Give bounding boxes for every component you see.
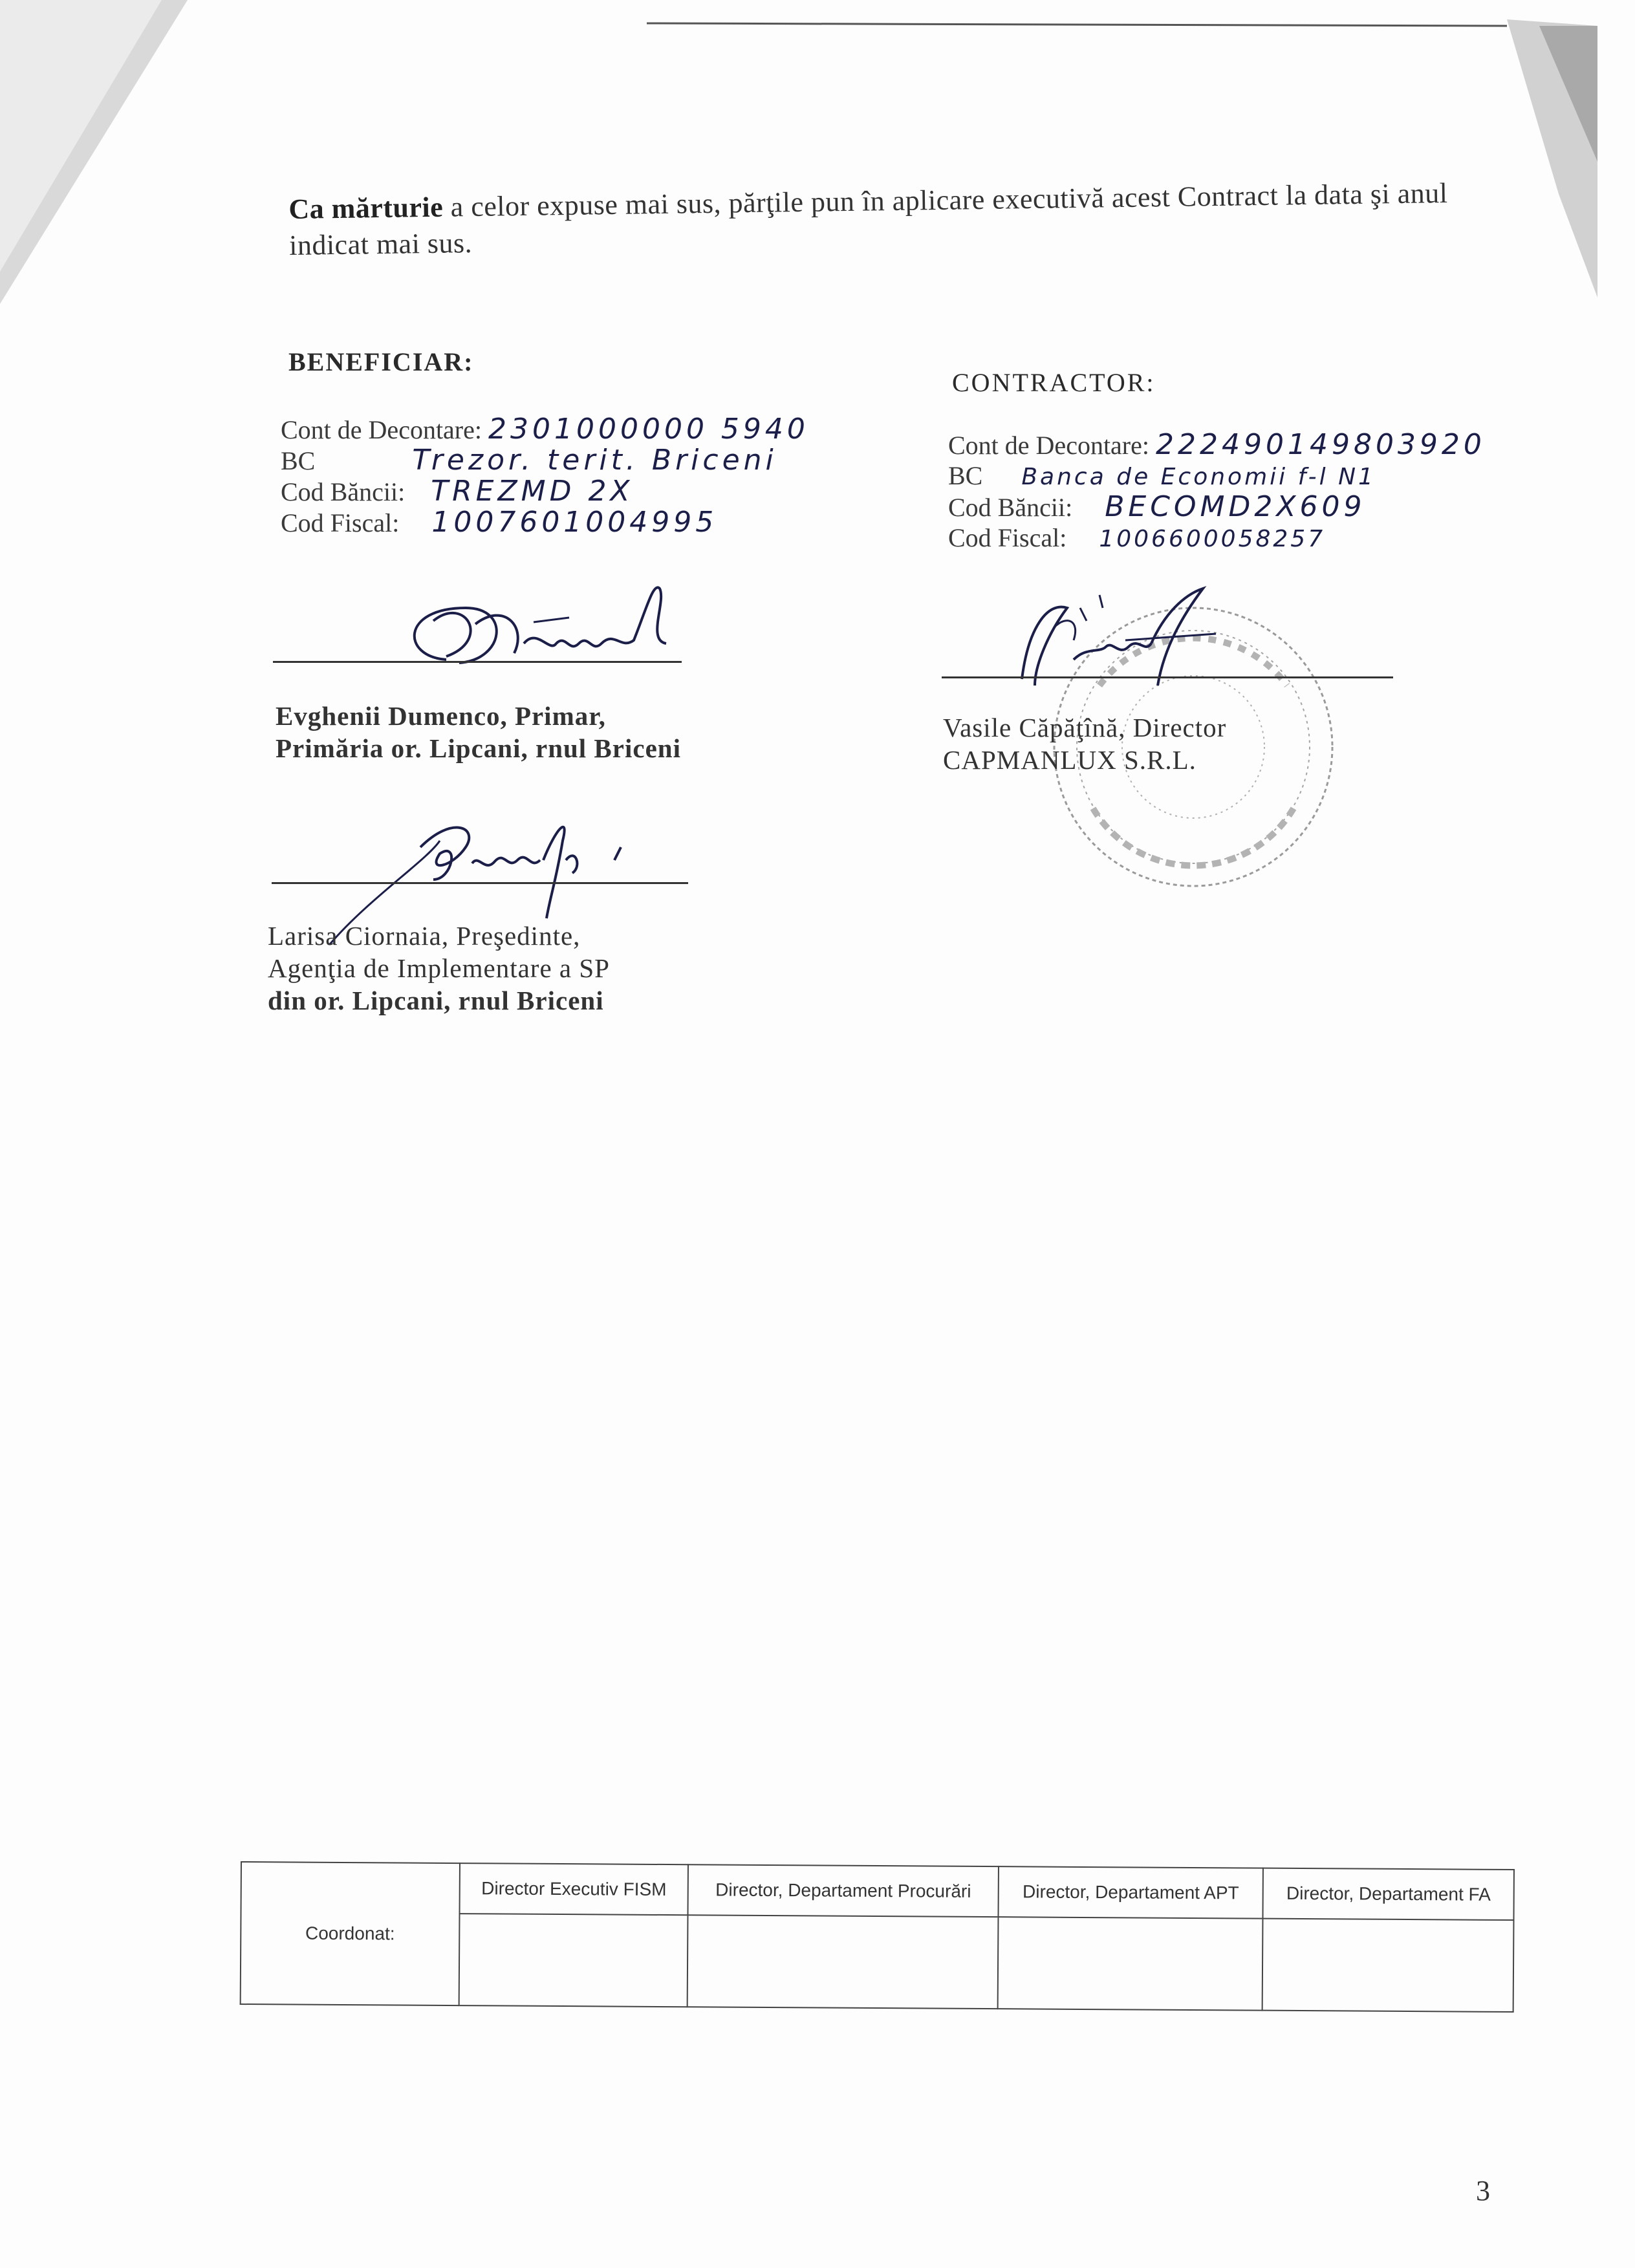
signatory-ciornaia-name: Larisa Ciornaia, Preşedinte, [268, 921, 581, 951]
beneficiar-bank-row [281, 445, 809, 476]
signatory-dumenco [276, 700, 681, 764]
approval-table [240, 1861, 1515, 2013]
contractor-details [948, 429, 1486, 554]
bank-value: Trezor. terit. Briceni [412, 444, 777, 477]
approval-column-header: Director, Departament FA [1263, 1868, 1514, 1920]
approval-column-header: Director, Departament Procurări [688, 1864, 999, 1917]
approval-column-header: Director, Departament APT [999, 1866, 1264, 1918]
approval-signature-cell [688, 1915, 999, 2009]
bank-value: Banca de Economii f-l N1 [1021, 464, 1376, 490]
beneficiar-details [281, 414, 809, 538]
contractor-fiscal-row [948, 523, 1486, 554]
signatory-dumenco-org: Primăria or. Lipcani, rnul Briceni [276, 733, 681, 763]
bank-code-label: Cod Băncii: [281, 477, 406, 506]
approval-row-label: Coordonat: [241, 1862, 460, 2005]
fiscal-code-label: Cod Fiscal: [281, 508, 400, 537]
beneficiar-title: BENEFICIAR: [288, 347, 474, 376]
contractor-account-row [948, 429, 1486, 460]
contractor-bank-row [948, 460, 1486, 491]
bank-label: BC [281, 446, 316, 475]
approval-signature-cell [1262, 1919, 1514, 2012]
signature-line-contractor [942, 676, 1393, 678]
fiscal-code-label: Cod Fiscal: [948, 523, 1067, 552]
fiscal-code-value: 1006600058257 [1099, 526, 1326, 552]
contractor-bank-code-row [948, 491, 1486, 523]
closing-statement-text: a celor expuse mai sus, părţile pun în aplicare executivă acest Contract la data şi anul indicat mai sus. [288, 177, 1448, 261]
beneficiar-account-row [281, 414, 809, 445]
account-value: 222490149803920 [1156, 428, 1486, 461]
approval-signature-cell [459, 1914, 688, 2007]
approval-column-header: Director Executiv FISM [460, 1863, 689, 1915]
signatory-ciornaia-location: din or. Lipcani, rnul Briceni [268, 986, 604, 1015]
fiscal-code-value: 1007601004995 [431, 506, 718, 539]
bank-code-value: TREZMD 2X [431, 475, 634, 508]
signature-line-beneficiar-1 [273, 661, 682, 663]
account-label: Cont de Decontare: [281, 415, 482, 444]
signature-dumenco [362, 582, 698, 679]
contractor-title: CONTRACTOR: [952, 368, 1156, 397]
beneficiar-fiscal-row [281, 507, 809, 538]
approval-signature-cell [998, 1917, 1263, 2010]
account-label: Cont de Decontare: [948, 431, 1149, 460]
bank-code-label: Cod Băncii: [948, 493, 1073, 522]
closing-statement [288, 174, 1518, 264]
signatory-capatina-name: Vasile Căpăţînă, Director [943, 713, 1227, 742]
closing-statement-bold: Ca mărturie [288, 191, 444, 225]
signatory-capatina-org: CAPMANLUX S.R.L. [943, 745, 1196, 775]
account-value: 2301000000 5940 [488, 413, 809, 446]
signatory-capatina [943, 711, 1226, 776]
signatory-ciornaia-agency: Agenţia de Implementare a SP [268, 953, 610, 983]
bank-label: BC [948, 461, 983, 490]
signatory-dumenco-name: Evghenii Dumenco, Primar, [276, 701, 606, 731]
bank-code-value: BECOMD2X609 [1105, 490, 1366, 523]
signatory-ciornaia [268, 920, 610, 1017]
beneficiar-bank-code-row [281, 476, 809, 507]
page-number: 3 [1476, 2175, 1490, 2207]
signature-line-beneficiar-2 [272, 882, 688, 884]
